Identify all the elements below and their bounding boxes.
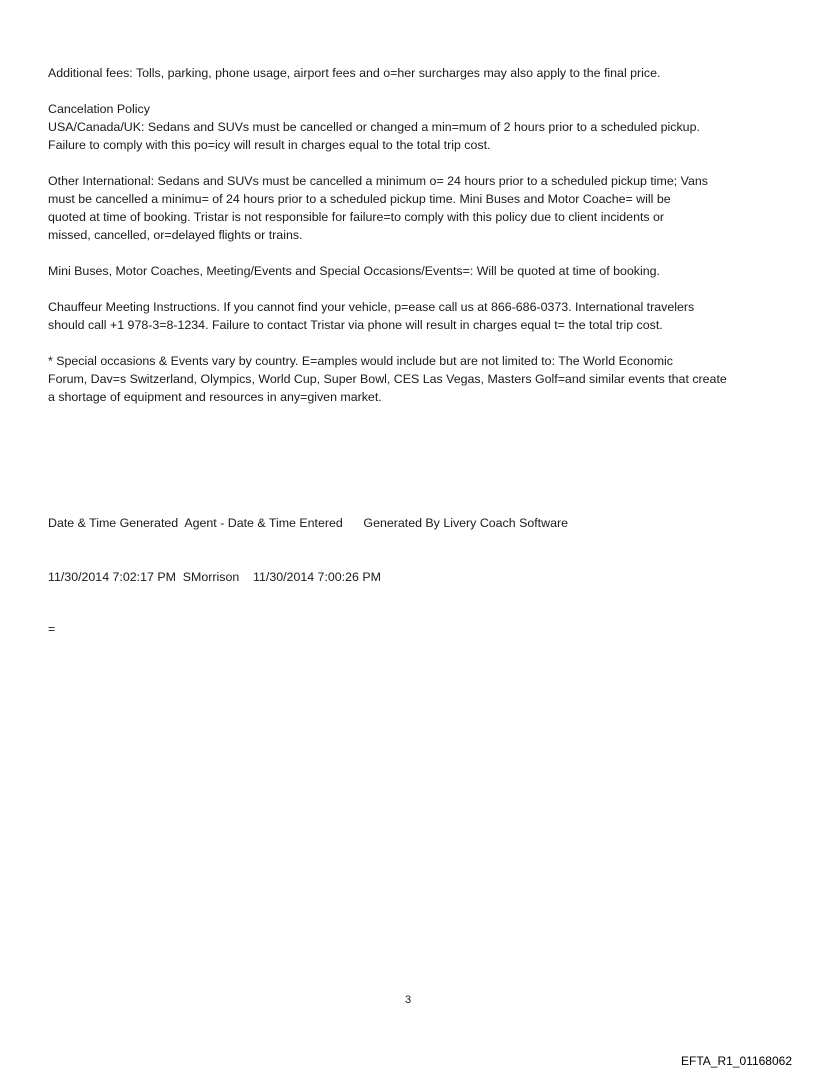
chauffeur-instructions-line: should call +1 978-3=8-1234. Failure to contact Tristar via phone will result in charges equal t= the total trip cost.: [48, 318, 663, 332]
generation-metadata-values: 11/30/2014 7:02:17 PM SMorrison 11/30/2014 7:00:26 PM: [48, 570, 381, 584]
document-body: [48, 64, 776, 406]
special-occasions-line: a shortage of equipment and resources in any=given market.: [48, 390, 382, 404]
chauffeur-instructions-line: Chauffeur Meeting Instructions. If you cannot find your vehicle, p=ease call us at 866-686-0373. International travelers: [48, 300, 695, 314]
generation-metadata: [48, 478, 568, 604]
international-policy-line: must be cancelled a minimu= of 24 hours prior to a scheduled pickup time. Mini Buses and Motor Coache= will be: [48, 192, 671, 206]
special-occasions-line: Forum, Dav=s Switzerland, Olympics, World Cup, Super Bowl, CES Las Vegas, Masters Golf=and similar events that create: [48, 372, 727, 386]
special-occasions-line: * Special occasions & Events vary by country. E=amples would include but are not limited to: The World Economic: [48, 354, 674, 368]
additional-fees-paragraph: [48, 64, 776, 82]
mini-buses-text: Mini Buses, Motor Coaches, Meeting/Events and Special Occasions/Events=: Will be quoted at time of booking.: [48, 264, 660, 278]
international-policy-line: quoted at time of booking. Tristar is not responsible for failure=to comply with this policy due to client incidents or: [48, 210, 665, 224]
mini-buses-paragraph: [48, 262, 776, 280]
cancelation-policy-heading: Cancelation Policy: [48, 102, 150, 116]
special-occasions-paragraph: [48, 352, 776, 406]
international-policy-paragraph: [48, 172, 776, 244]
international-policy-line: Other International: Sedans and SUVs must be cancelled a minimum o= 24 hours prior to a scheduled pickup time; Vans: [48, 174, 708, 188]
generation-metadata-header: Date & Time Generated Agent - Date & Time Entered Generated By Livery Coach Software: [48, 516, 568, 530]
cancelation-policy-line: USA/Canada/UK: Sedans and SUVs must be cancelled or changed a min=mum of 2 hours prior to a scheduled pickup.: [48, 120, 700, 134]
cancelation-policy-line: Failure to comply with this po=icy will result in charges equal to the total trip cost.: [48, 138, 491, 152]
page-number: 3: [404, 994, 412, 1006]
international-policy-line: missed, cancelled, or=delayed flights or trains.: [48, 228, 303, 242]
cancelation-policy-section: [48, 100, 776, 154]
stray-mark: =: [48, 622, 56, 636]
document-id-stamp: EFTA_R1_01168062: [681, 1054, 792, 1068]
chauffeur-instructions-paragraph: [48, 298, 776, 334]
additional-fees-text: Additional fees: Tolls, parking, phone usage, airport fees and o=her surcharges may also apply to the final price.: [48, 66, 661, 80]
